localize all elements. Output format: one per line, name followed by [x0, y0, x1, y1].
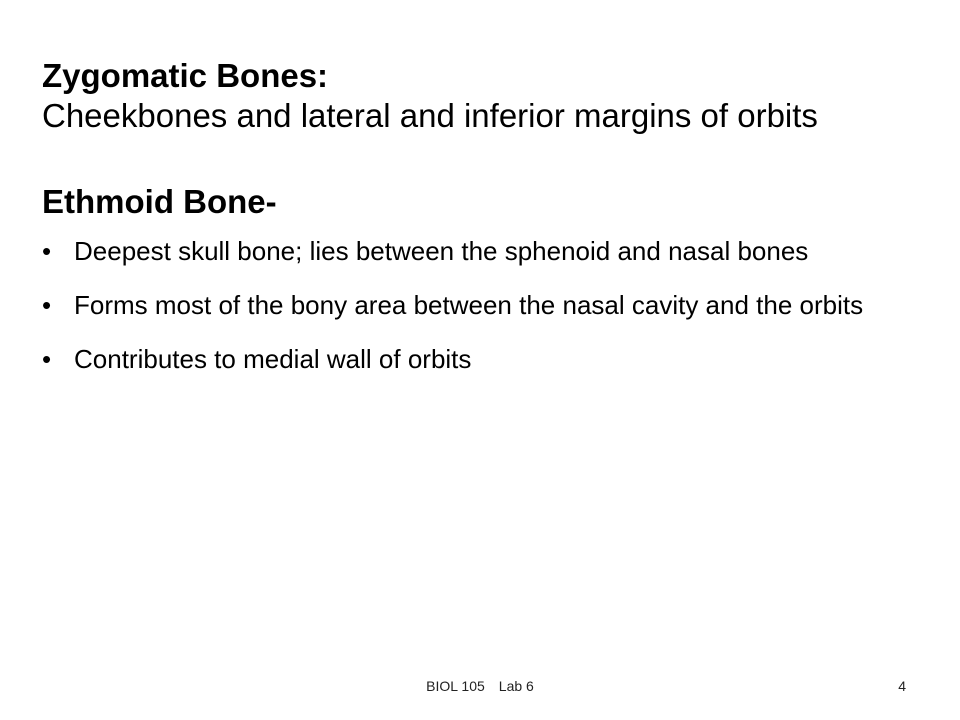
- ethmoid-heading: Ethmoid Bone-: [42, 183, 277, 220]
- zygomatic-heading: Zygomatic Bones:: [42, 57, 329, 94]
- footer-lab: Lab 6: [498, 678, 534, 694]
- bullet-icon: •: [42, 290, 52, 320]
- footer-course: BIOL 105: [426, 678, 485, 694]
- list-item: [42, 342, 874, 376]
- footer: [0, 677, 960, 695]
- bullet-text: Forms most of the bony area between the nasal cavity and the orbits: [74, 290, 864, 320]
- page-number: 4: [898, 678, 906, 694]
- slide-content: [42, 56, 902, 396]
- bullet-text: Contributes to medial wall of orbits: [74, 344, 472, 374]
- list-item: [42, 234, 874, 268]
- bullet-icon: •: [42, 236, 52, 266]
- zygomatic-description: Cheekbones and lateral and inferior margins of orbits: [42, 97, 818, 134]
- list-item: [42, 288, 874, 322]
- bullet-icon: •: [42, 344, 52, 374]
- section-spacer: [42, 136, 902, 182]
- bullet-text: Deepest skull bone; lies between the sphenoid and nasal bones: [74, 236, 809, 266]
- ethmoid-bullet-list: [42, 234, 902, 376]
